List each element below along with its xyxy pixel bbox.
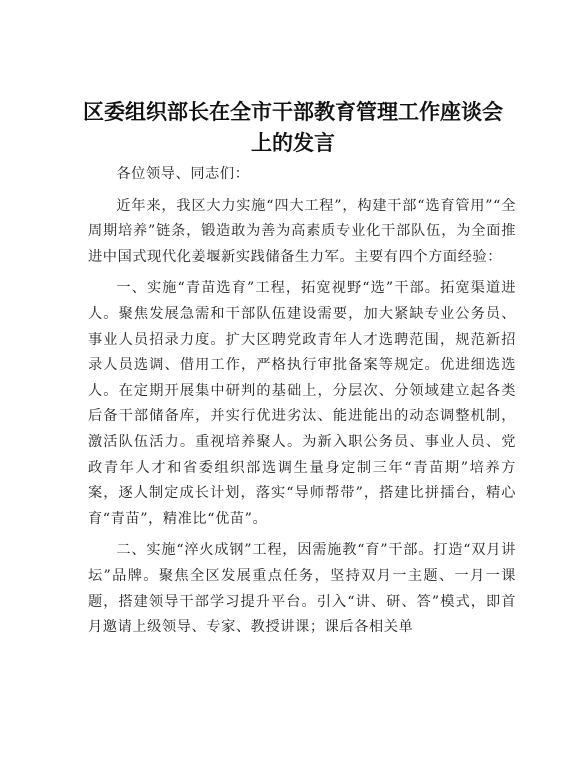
paragraph-section-1: 一、实施“青苗选育”工程，拓宽视野“选”干部。拓宽渠道进人。聚焦发展急需和干部队伍建设需要，加大紧缺专业公务员、事业人员招录力度。扩大区聘党政青年人才选聘范围，规范新招录人员选调、借用工作，严格执行审批备案等规定。优进细选选人。在定期开展集中研判的基础上，分层次、分领域建立起各类后备干部储备库，并实行优进劣汰、能进能出的动态调整机制，激活队伍活力。重视培养聚人。为新入职公务员、事业人员、党政青年人才和省委组织部选调生量身定制三年“青苗期”培养方案，逐人制定成长计划，落实“导师帮带”，搭建比拼擂台，精心育“青苗”，精准比“优苗”。 (88, 280, 516, 527)
document-body (88, 162, 516, 647)
paragraph-intro: 近年来，我区大力实施“四大工程”，构建干部“选育管用”“全周期培养”链条，锻造敢为善为高素质专业化干部队伍，为全面推进中国式现代化姜堰新实践储备生力军。主要有四个方面经验： (88, 197, 516, 265)
title-line-1: 区委组织部长在全市干部教育管理工作座谈会 (83, 100, 503, 124)
paragraph-section-2: 二、实施“淬火成钢”工程，因需施教“育”干部。打造“双月讲坛”品牌。聚焦全区发展重点任务，坚持双月一主题、一月一课题，搭建领导干部学习提升平台。引入“讲、研、答”模式，即首月邀请上级领导、专家、教授讲课；课后各相关单 (88, 542, 516, 636)
salutation: 各位领导、同志们： (116, 166, 250, 182)
title-line-2: 上的发言 (251, 131, 335, 155)
document-title (60, 97, 526, 159)
